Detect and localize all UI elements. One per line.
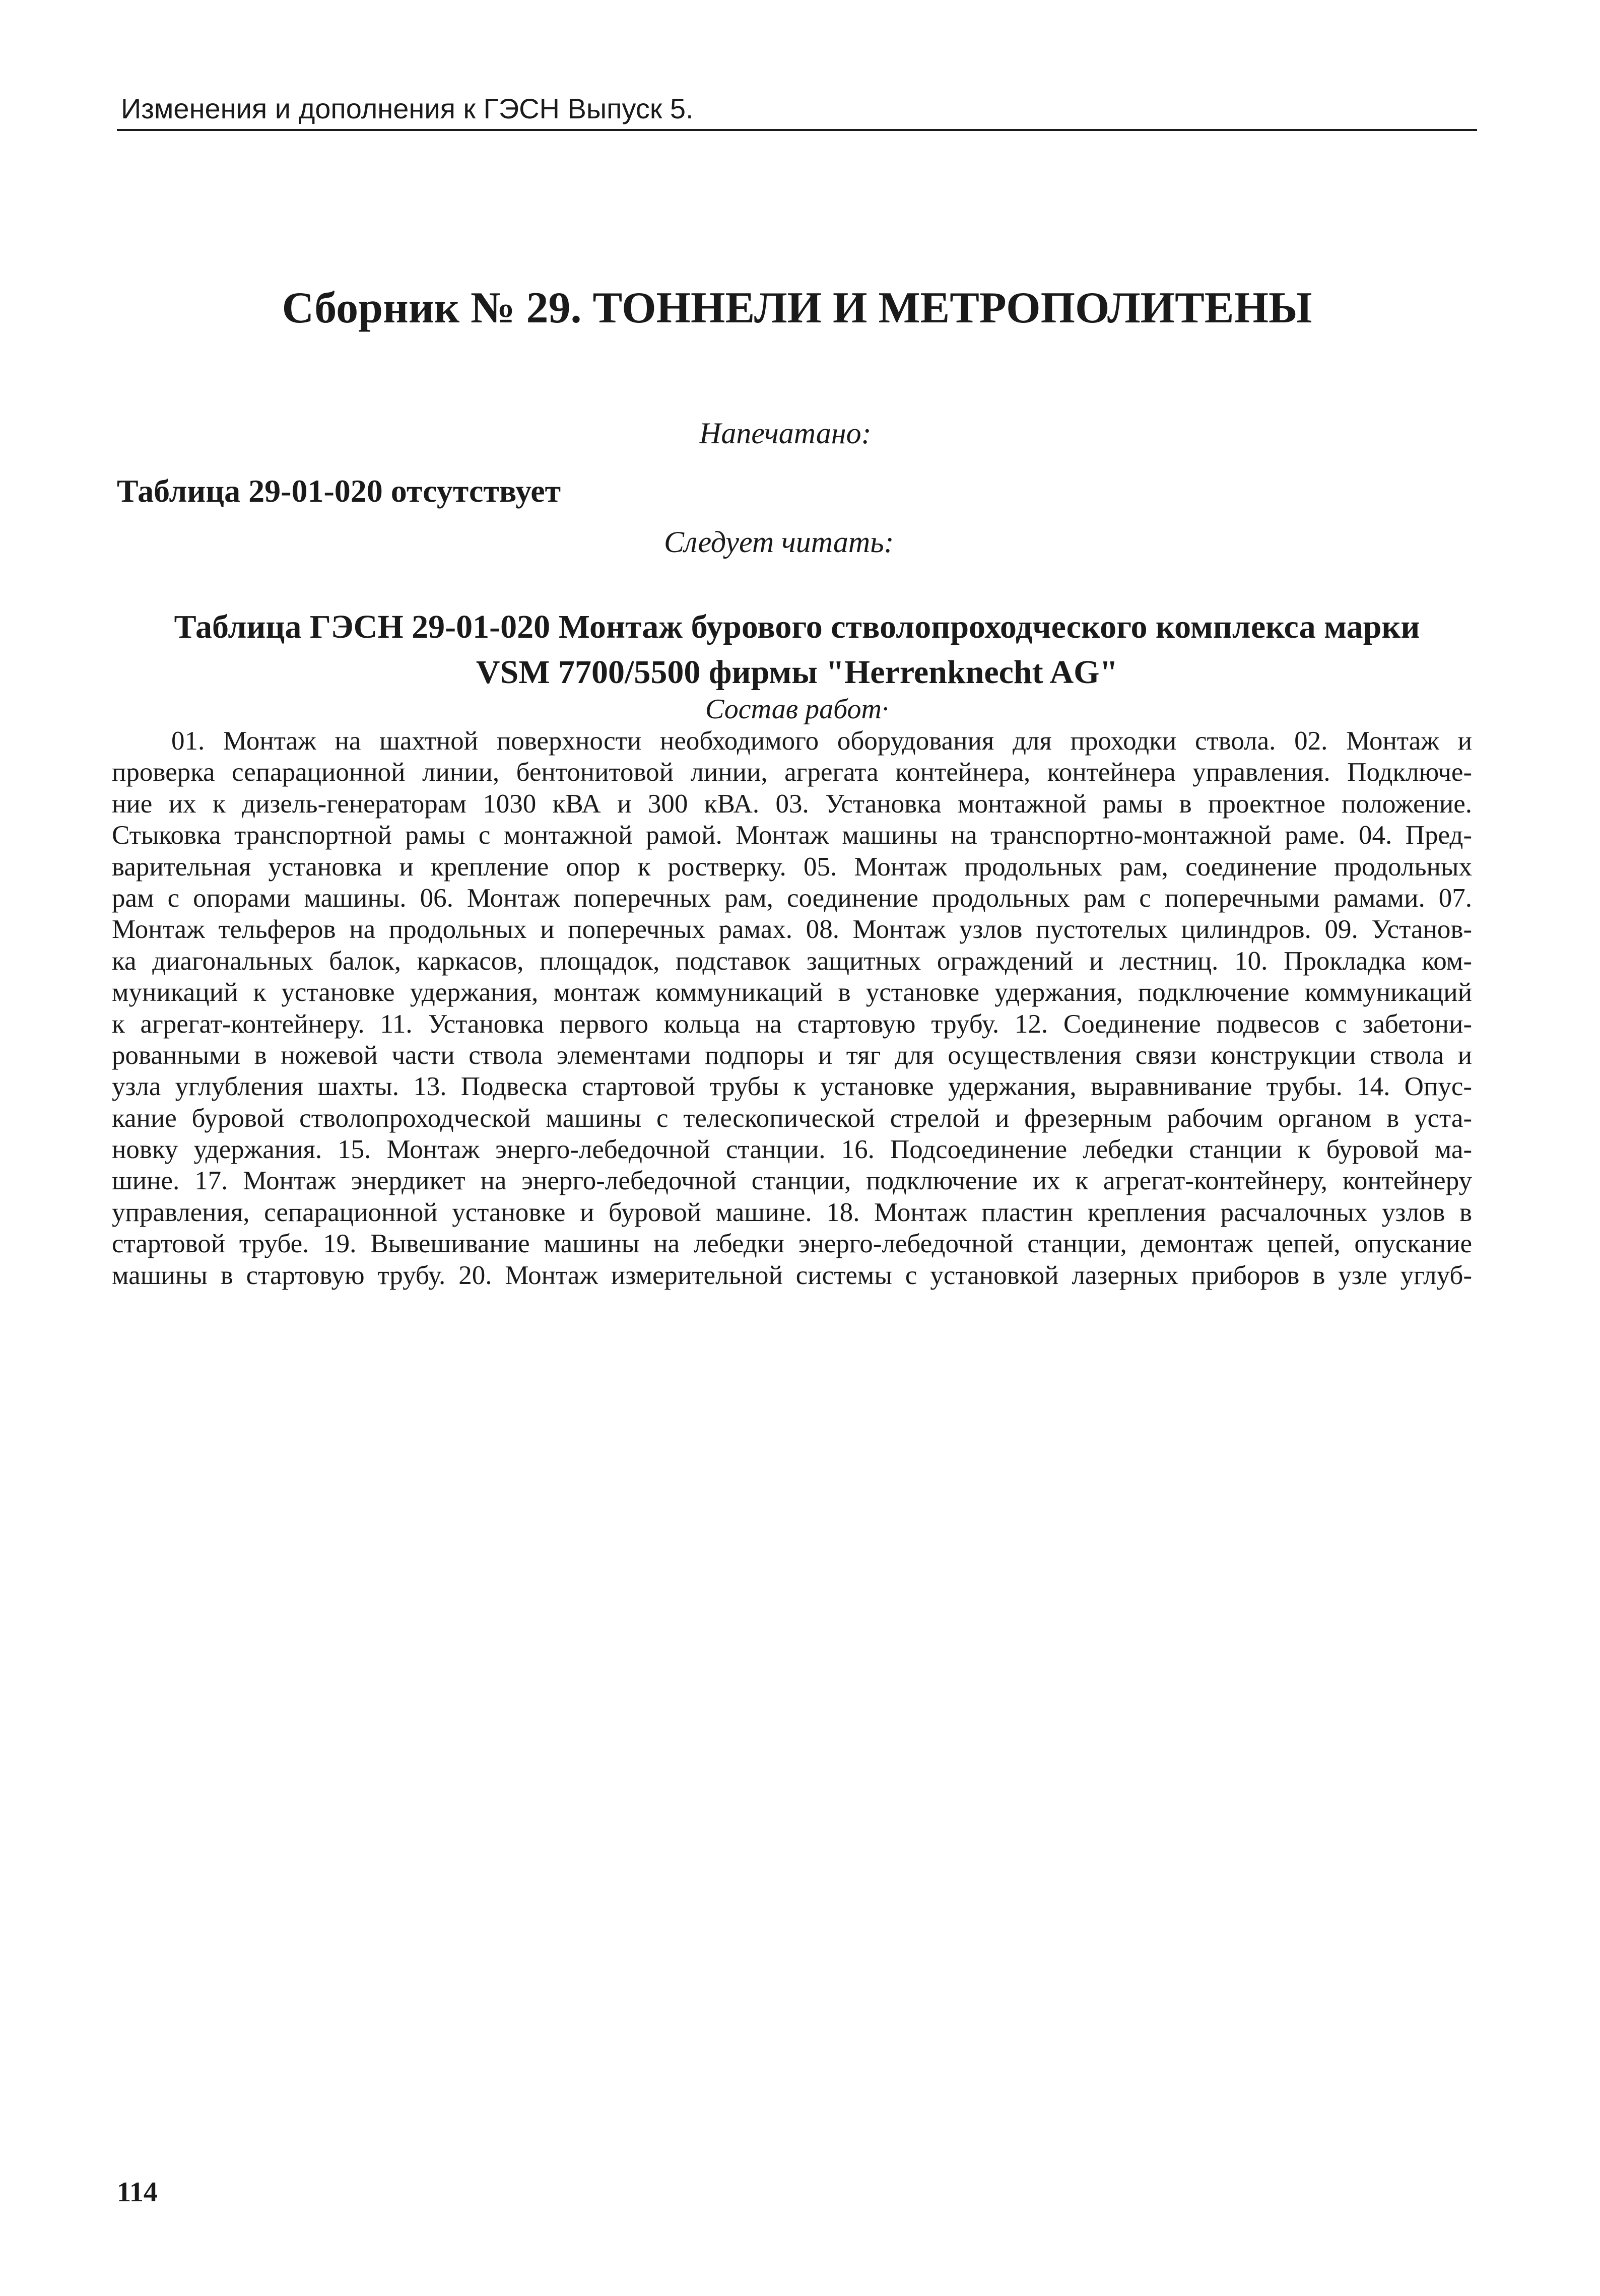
printed-label: Напечатано: <box>699 417 872 450</box>
text-line: к агрегат-контейнеру. 11. Установка первого кольца на стартовую трубу. 12. Соединение подвесов с забетони- <box>112 1009 1472 1039</box>
table-title-line-1: Таблица ГЭСН 29-01-020 Монтаж бурового стволопроходческого комплекса марки <box>174 609 1420 645</box>
printed-value: Таблица 29-01-020 отсутствует <box>117 473 561 509</box>
table-title-line-2: VSM 7700/5500 фирмы "Herrenknecht AG" <box>476 654 1118 691</box>
text-line: рам с опорами машины. 06. Монтаж поперечных рам, соединение продольных рам с поперечными рамами. 07. <box>112 883 1472 913</box>
collection-title: Сборник № 29. ТОННЕЛИ И МЕТРОПОЛИТЕНЫ <box>282 284 1312 332</box>
text-line: рованными в ножевой части ствола элементами подпоры и тяг для осуществления связи конструкции ствола и <box>112 1040 1472 1070</box>
text-line: новку удержания. 15. Монтаж энерго-лебедочной станции. 16. Подсоединение лебедки станции к буровой ма- <box>112 1135 1472 1165</box>
text-line: узла углубления шахты. 13. Подвеска стартовой трубы к установке удержания, выравнивание трубы. 14. Опус- <box>112 1072 1472 1102</box>
read-label: Следует читать: <box>664 525 894 559</box>
text-line: ка диагональных балок, каркасов, площадок, подставок защитных ограждений и лестниц. 10. Прокладка ком- <box>112 946 1472 976</box>
text-line: шине. 17. Монтаж энердикет на энерго-лебедочной станции, подключение их к агрегат-контейнеру, контейнеру <box>112 1166 1472 1196</box>
works-composition-text <box>112 725 1472 1291</box>
text-line: муникаций к установке удержания, монтаж коммуникаций в установке удержания, подключение коммуникаций <box>112 978 1472 1007</box>
text-line: 01. Монтаж на шахтной поверхности необходимого оборудования для проходки ствола. 02. Монтаж и <box>171 726 1472 756</box>
text-line: машины в стартовую трубу. 20. Монтаж измерительной системы с установкой лазерных приборов в узле углуб- <box>112 1260 1472 1290</box>
text-line: Стыковка транспортной рамы с монтажной рамой. Монтаж машины на транспортно-монтажной раме. 04. Пред- <box>112 821 1472 850</box>
running-header <box>117 89 1477 131</box>
text-line: ние их к дизель-генераторам 1030 кВА и 300 кВА. 03. Установка монтажной рамы в проектное положение. <box>112 789 1472 819</box>
page-number: 114 <box>117 2177 158 2208</box>
text-line: Монтаж тельферов на продольных и поперечных рамах. 08. Монтаж узлов пустотелых цилиндров. 09. Установ- <box>112 915 1472 944</box>
works-composition-label: Состав работ· <box>705 694 889 725</box>
table-title <box>117 604 1477 695</box>
text-line: стартовой трубе. 19. Вывешивание машины на лебедки энерго-лебедочной станции, демонтаж цепей, опускание <box>112 1229 1472 1259</box>
text-line: варительная установка и крепление опор к ростверку. 05. Монтаж продольных рам, соединение продольных <box>112 852 1472 882</box>
text-line: кание буровой стволопроходческой машины с телескопической стрелой и фрезерным рабочим органом в уста- <box>112 1103 1472 1133</box>
text-line: управления, сепарационной установке и буровой машине. 18. Монтаж пластин крепления расчалочных узлов в <box>112 1197 1472 1227</box>
text-line: проверка сепарационной линии, бентонитовой линии, агрегата контейнера, контейнера управления. Подключе- <box>112 758 1472 787</box>
running-header-text: Изменения и дополнения к ГЭСН Выпуск 5. <box>121 93 694 124</box>
